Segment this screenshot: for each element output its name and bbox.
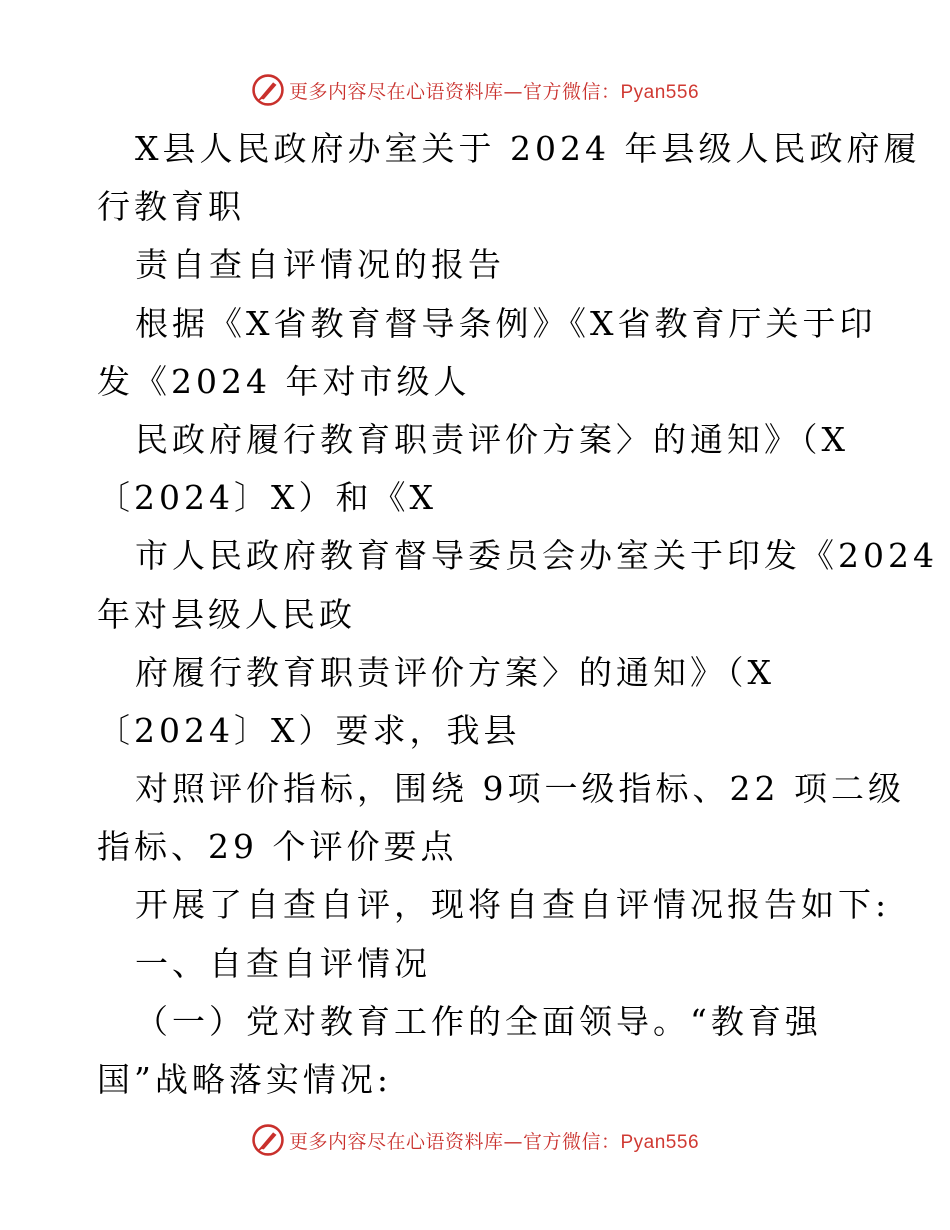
doc-paragraph-line: 〔2024〕X）和《X <box>97 478 437 518</box>
doc-paragraph-line: 指标、29 个评价要点 <box>97 827 458 867</box>
doc-paragraph-line: 市人民政府教育督导委员会办室关于印发《2024 <box>135 536 938 576</box>
document-body <box>97 120 938 1109</box>
doc-title-line-3: 责自查自评情况的报告 <box>135 245 505 285</box>
doc-paragraph-line: 开展了自查自评，现将自查自评情况报告如下: <box>135 885 891 925</box>
subsection-heading-cont: 国”战略落实情况: <box>97 1060 392 1099</box>
section-heading: 一、自查自评情况 <box>135 943 431 983</box>
doc-title-line-1: X县人民政府办室关于 2024 年县级人民政府履 <box>135 129 921 168</box>
footer-watermark <box>0 1120 950 1160</box>
doc-paragraph-line: 发《2024 年对市级人 <box>97 361 471 401</box>
doc-paragraph-line: 府履行教育职责评价方案〉的通知》（X <box>135 652 775 692</box>
doc-paragraph-line: 〔2024〕X）要求，我县 <box>97 710 521 750</box>
quill-pen-logo-icon <box>251 73 285 107</box>
watermark-text: 更多内容尽在心语资料库—官方微信： <box>288 1130 621 1153</box>
quill-pen-logo-icon <box>251 1123 285 1157</box>
watermark-wechat-id: Pyan556 <box>620 1131 700 1153</box>
doc-paragraph-line: 民政府履行教育职责评价方案〉的通知》（X <box>135 419 849 459</box>
header-watermark <box>0 70 950 110</box>
doc-paragraph-line: 对照评价指标，围绕 9项一级指标、22 项二级 <box>135 769 905 809</box>
doc-title-line-2: 行教育职 <box>97 187 245 227</box>
subsection-heading: （一）党对教育工作的全面领导。“教育强 <box>135 1001 822 1041</box>
watermark-wechat-id: Pyan556 <box>620 81 700 103</box>
doc-paragraph-line: 年对县级人民政 <box>97 594 356 634</box>
watermark-text: 更多内容尽在心语资料库—官方微信： <box>288 80 621 103</box>
doc-paragraph-line: 根据《X省教育督导条例》《X省教育厅关于印 <box>135 303 877 343</box>
